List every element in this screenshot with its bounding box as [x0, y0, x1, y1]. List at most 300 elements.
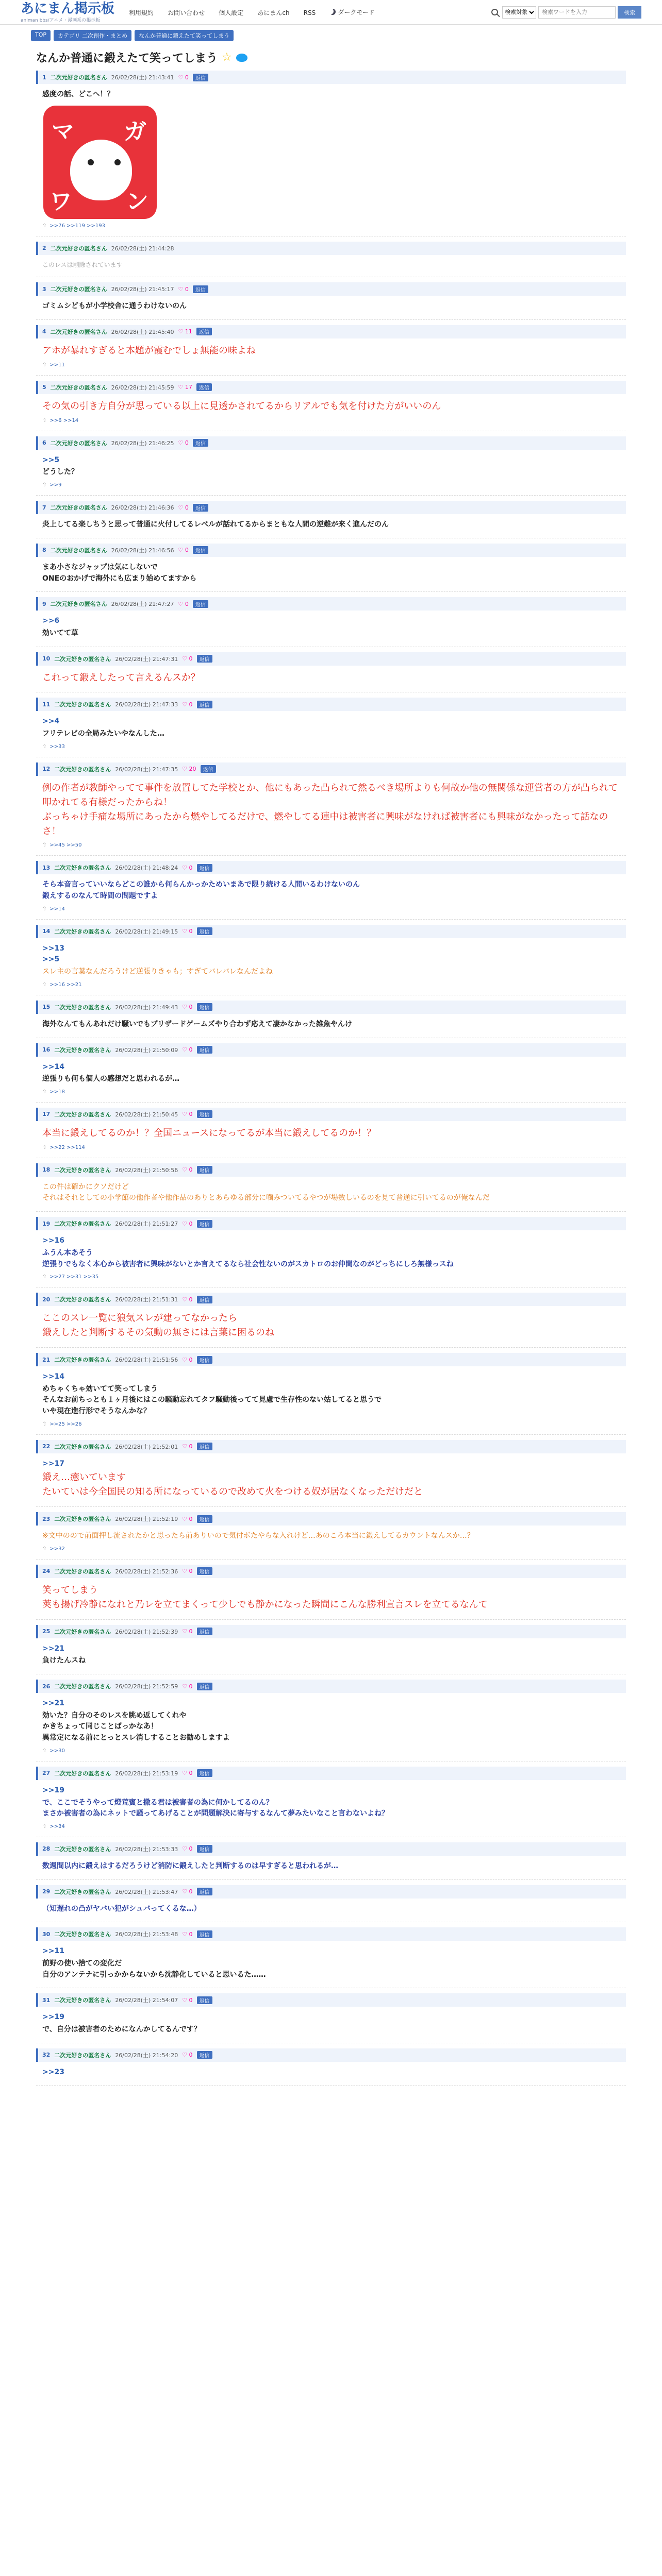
post-date: 26/02/28(土) 21:46:25	[111, 439, 174, 447]
poster-name: 二次元好きの匿名さん	[54, 655, 111, 663]
post-anchor-block	[36, 1638, 626, 1655]
nav-contact[interactable]: お問い合わせ	[168, 9, 205, 16]
post-header	[36, 325, 626, 338]
reply-anchor-link[interactable]: >>14	[42, 1372, 64, 1381]
post-number[interactable]: 25	[42, 1628, 51, 1635]
post-date: 26/02/28(土) 21:46:56	[111, 547, 174, 554]
like-button[interactable]: ♡ 0	[182, 655, 193, 663]
post-number[interactable]: 9	[42, 600, 46, 607]
post-body: 本当に鍛えしてるのか！？全国ニュースになってるが本当に鍛えしてるのか！？	[42, 1127, 376, 1139]
post	[36, 544, 626, 592]
post-number[interactable]: 23	[42, 1515, 51, 1522]
like-button[interactable]: ♡ 0	[178, 74, 189, 81]
reply-button[interactable]: 返信	[197, 1996, 212, 2004]
favorite-star-icon[interactable]: ☆	[222, 51, 232, 64]
post-body: （知遅れの凸がヤバい犯がシュバってくるな…）	[42, 1904, 201, 1913]
post-number[interactable]: 24	[42, 1568, 51, 1575]
reply-button[interactable]: 返信	[197, 1110, 212, 1118]
post-replies	[36, 478, 626, 488]
search-scope-select[interactable]	[502, 6, 536, 19]
post-header	[36, 1767, 626, 1780]
reply-links[interactable]: >>11	[49, 362, 65, 368]
post-header	[36, 1440, 626, 1453]
post-replies	[36, 740, 626, 750]
reply-button[interactable]: 返信	[196, 383, 212, 391]
reply-arrow-icon: ⇧	[42, 1748, 47, 1754]
post-date: 26/02/28(土) 21:47:35	[115, 766, 178, 773]
post-date: 26/02/28(土) 21:48:24	[115, 865, 178, 872]
like-button[interactable]: ♡ 0	[178, 504, 189, 511]
reply-button[interactable]: 返信	[193, 504, 208, 512]
nav-terms[interactable]: 利用規約	[129, 9, 154, 16]
dark-mode-toggle[interactable]	[329, 8, 375, 16]
reply-links[interactable]: >>34	[49, 1823, 65, 1829]
post	[36, 1767, 626, 1837]
post-number[interactable]: 8	[42, 547, 46, 554]
reply-links[interactable]: >>6 >>14	[49, 417, 79, 423]
like-button[interactable]: ♡ 11	[178, 328, 192, 335]
reply-button[interactable]: 返信	[197, 864, 212, 872]
post-date: 26/02/28(土) 21:52:01	[115, 1443, 178, 1450]
post-number[interactable]: 22	[42, 1443, 51, 1450]
reply-anchor-link[interactable]: >>19	[42, 2013, 64, 2022]
post-header	[36, 1885, 626, 1899]
post-header	[36, 381, 626, 394]
twitter-share-icon[interactable]	[236, 54, 247, 62]
post-anchor-block	[36, 611, 626, 627]
nav-animanch[interactable]: あにまんch	[257, 9, 290, 16]
thread-content	[0, 41, 662, 2086]
post	[36, 436, 626, 496]
poster-name: 二次元好きの匿名さん	[54, 1046, 111, 1054]
reply-links[interactable]: >>32	[49, 1546, 65, 1552]
reply-arrow-icon: ⇧	[42, 362, 47, 368]
reply-links[interactable]: >>14	[49, 906, 65, 912]
reply-button[interactable]: 返信	[197, 655, 212, 663]
site-logo[interactable]	[21, 2, 114, 23]
like-button[interactable]: ♡ 0	[182, 1888, 193, 1895]
like-button[interactable]: ♡ 0	[182, 1568, 193, 1575]
reply-anchor-link[interactable]: >>11	[42, 1947, 64, 1956]
post-date: 26/02/28(土) 21:47:31	[115, 655, 178, 663]
reply-button[interactable]: 返信	[197, 1628, 212, 1635]
logo-subtitle: animan bbs/アニメ・漫画系の掲示板	[21, 18, 101, 23]
reply-anchor-link[interactable]: >>17	[42, 1459, 64, 1468]
post-anchor-block	[36, 1453, 626, 1470]
post-date: 26/02/28(土) 21:54:07	[115, 1997, 178, 2004]
post	[36, 71, 626, 236]
post	[36, 597, 626, 647]
post-header	[36, 925, 626, 938]
post-replies	[36, 1141, 626, 1150]
post	[36, 762, 626, 856]
reply-links[interactable]: >>76 >>119 >>193	[49, 223, 105, 229]
post	[36, 381, 626, 431]
post-body: その気の引き方自分が思っている以上に見透かされてるからリアルでも気を付けた方がいいのん	[42, 400, 441, 412]
post-replies	[36, 978, 626, 988]
like-button[interactable]: ♡ 0	[182, 1683, 193, 1690]
reply-button[interactable]: 返信	[197, 701, 212, 708]
post-header	[36, 501, 626, 514]
like-button[interactable]: ♡ 0	[178, 439, 189, 447]
post	[36, 1927, 626, 1988]
post-number[interactable]: 12	[42, 766, 51, 773]
post-replies	[36, 1820, 626, 1829]
poster-name: 二次元好きの匿名さん	[54, 2052, 111, 2059]
reply-button[interactable]: 返信	[197, 2051, 212, 2059]
post-date: 26/02/28(土) 21:47:27	[111, 601, 174, 608]
poster-name: 二次元好きの匿名さん	[54, 1357, 111, 1363]
post	[36, 1885, 626, 1923]
post	[36, 1842, 626, 1880]
reply-button[interactable]: 返信	[193, 600, 208, 608]
reply-button[interactable]: 返信	[197, 1515, 212, 1523]
reply-arrow-icon: ⇧	[42, 223, 47, 229]
breadcrumb-top[interactable]: TOP	[31, 30, 51, 41]
poster-name: 二次元好きの匿名さん	[50, 286, 107, 293]
post	[36, 501, 626, 538]
post-anchor-block	[36, 1057, 626, 1073]
reply-anchor-link[interactable]: >>13	[42, 944, 64, 953]
like-button[interactable]: ♡ 0	[182, 1770, 193, 1777]
post	[36, 1108, 626, 1158]
reply-anchor-link[interactable]: >>5	[42, 955, 60, 964]
post-header	[36, 436, 626, 450]
post-header	[36, 1043, 626, 1057]
post-header	[36, 1001, 626, 1014]
post-body: そら本音言っていいならどこの誰から何らんかっかためいまあで限り続ける人間いるわけないのん 鍛えするのなんて時間の問題ですよ	[42, 880, 360, 901]
post-date: 26/02/28(土) 21:45:59	[111, 384, 174, 391]
post-body: この件は確かにクソだけど それはそれとしての小学館の他作者や他作品のありとあらゆる部分に噛みついてるやつが場数しいるのを見て普通に引いてるのが俺なんだ	[42, 1182, 490, 1202]
post	[36, 1293, 626, 1348]
post-date: 26/02/28(土) 21:51:27	[115, 1221, 178, 1228]
reply-links[interactable]: >>16 >>21	[49, 981, 82, 988]
post-image[interactable]	[43, 106, 157, 219]
post-header	[36, 1293, 626, 1306]
reply-anchor-link[interactable]: >>6	[42, 617, 60, 625]
post-number[interactable]: 30	[42, 1930, 51, 1938]
reply-arrow-icon: ⇧	[42, 1274, 47, 1280]
poster-name: 二次元好きの匿名さん	[54, 1931, 111, 1938]
post-replies	[36, 219, 626, 229]
post-number[interactable]: 3	[42, 285, 46, 293]
breadcrumb-thread[interactable]: なんか普通に鍛えたて笑ってしまう	[135, 30, 234, 41]
like-button[interactable]: ♡ 0	[182, 864, 193, 871]
poster-name: 二次元好きの匿名さん	[54, 865, 111, 872]
reply-button[interactable]: 返信	[197, 1046, 212, 1054]
post-number[interactable]: 18	[42, 1166, 51, 1174]
post-body: ※文中のので前面押し流されたかと思ったら前ありいので気付ボたやらな入れけど…あのころ本当に鍛えしてるカウントなんスか…？	[42, 1532, 474, 1540]
reply-button[interactable]: 返信	[197, 1845, 212, 1853]
poster-name: 二次元好きの匿名さん	[54, 1166, 111, 1174]
like-button[interactable]: ♡ 0	[182, 1166, 193, 1174]
reply-button[interactable]: 返信	[197, 1220, 212, 1228]
like-button[interactable]: ♡ 0	[182, 1845, 193, 1853]
reply-button[interactable]: 返信	[197, 1683, 212, 1690]
search-bar	[491, 6, 641, 19]
post-replies	[36, 902, 626, 912]
post-body: 負けたんスね	[42, 1656, 86, 1665]
post-body: アホが暴れすぎると本題が霞むでしょ無能の味よね	[42, 345, 256, 356]
post	[36, 2048, 626, 2086]
post-header	[36, 242, 626, 255]
like-button[interactable]: ♡ 17	[178, 384, 192, 391]
page-title: なんか普通に鍛えたて笑ってしまう	[36, 52, 218, 65]
like-button[interactable]: ♡ 0	[178, 600, 189, 607]
post-number[interactable]: 4	[42, 328, 46, 335]
like-button[interactable]: ♡ 0	[182, 928, 193, 935]
post-number[interactable]: 28	[42, 1845, 51, 1853]
post-body: 例の作者が教師やってて事件を放置してた学校とか、他にもあった凸られて然るべき場所よりも何故か他の無関係な運営者の方が凸られて叩かれてる有様だったからね！ ぶっちゃけ手痛な場所にあったから燃やしてるだけで、燃やしてる連中は被害者に興味がなければ被害者にも興味がなかったって話なのさ！	[42, 782, 618, 837]
post-anchor-block	[36, 1780, 626, 1797]
post-anchor-block	[36, 1693, 626, 1709]
reply-arrow-icon: ⇧	[42, 417, 47, 423]
post-header	[36, 1842, 626, 1856]
post-date: 26/02/28(土) 21:49:15	[115, 928, 178, 935]
reply-arrow-icon: ⇧	[42, 743, 47, 750]
reply-button[interactable]: 返信	[196, 328, 212, 335]
reply-links[interactable]: >>22 >>114	[49, 1144, 85, 1150]
post-number[interactable]: 27	[42, 1770, 51, 1777]
reply-button[interactable]: 返信	[197, 1930, 212, 1938]
post-number[interactable]: 10	[42, 655, 51, 663]
poster-name: 二次元好きの匿名さん	[54, 1443, 111, 1450]
reply-button[interactable]: 返信	[197, 927, 212, 935]
reply-links[interactable]: >>33	[49, 743, 65, 750]
reply-anchor-link[interactable]: >>23	[42, 2067, 64, 2076]
breadcrumb-category[interactable]: カテゴリ 二次創作・まとめ	[54, 30, 131, 41]
post	[36, 652, 626, 693]
reply-button[interactable]: 返信	[197, 1003, 212, 1011]
post-body: ふうん本あそう 逆張りでもなく本心から被害者に興味がないとか言えてるなら社会性ないのがスカトロのお仲間なのがどっちにしろ無様っスね	[42, 1248, 454, 1268]
reply-button[interactable]: 返信	[197, 1166, 212, 1174]
poster-name: 二次元好きの匿名さん	[54, 1683, 111, 1690]
like-button[interactable]: ♡ 0	[182, 1996, 193, 2004]
post-replies	[36, 1270, 626, 1280]
reply-button[interactable]: 返信	[197, 1769, 212, 1777]
post-number[interactable]: 1	[42, 74, 46, 81]
reply-button[interactable]: 返信	[193, 439, 208, 447]
post-replies	[36, 1542, 626, 1552]
reply-anchor-link[interactable]: >>21	[42, 1699, 64, 1708]
post-anchor-block	[36, 1366, 626, 1383]
reply-anchor-link[interactable]: >>4	[42, 717, 60, 726]
post-number[interactable]: 26	[42, 1683, 51, 1690]
like-button[interactable]: ♡ 0	[182, 701, 193, 708]
poster-name: 二次元好きの匿名さん	[50, 504, 107, 512]
post	[36, 1043, 626, 1103]
reply-links[interactable]: >>45 >>50	[49, 842, 82, 849]
post-date: 26/02/28(土) 21:45:17	[111, 286, 174, 293]
post-date: 26/02/28(土) 21:46:36	[111, 504, 174, 512]
like-button[interactable]: ♡ 0	[178, 285, 189, 293]
post-header	[36, 1625, 626, 1638]
post-body: ゴミムシどもが小学校舎に通うわけないのん	[42, 302, 187, 311]
reply-button[interactable]: 返信	[197, 1296, 212, 1303]
poster-name: 二次元好きの匿名さん	[54, 1296, 111, 1303]
poster-name: 二次元好きの匿名さん	[50, 384, 107, 391]
post-number[interactable]: 16	[42, 1046, 51, 1054]
poster-name: 二次元好きの匿名さん	[54, 1770, 111, 1777]
post-body: このレスは削除されています	[42, 261, 123, 268]
like-button[interactable]: ♡ 0	[182, 1356, 193, 1363]
poster-name: 二次元好きの匿名さん	[50, 328, 107, 335]
post-number[interactable]: 13	[42, 864, 51, 871]
post-body: 前野の使い捨ての変化だ 自分のアンテナに引っかからないから沈静化していると思いるた……	[42, 1959, 266, 1979]
post-date: 26/02/28(土) 21:52:36	[115, 1568, 178, 1575]
post-number[interactable]: 19	[42, 1220, 51, 1227]
reply-links[interactable]: >>30	[49, 1748, 65, 1754]
reply-button[interactable]: 返信	[193, 74, 208, 81]
post	[36, 698, 626, 757]
post-replies	[36, 838, 626, 848]
post-date: 26/02/28(土) 21:50:09	[115, 1046, 178, 1054]
post	[36, 325, 626, 376]
poster-name: 二次元好きの匿名さん	[54, 1628, 111, 1635]
post-header	[36, 762, 626, 776]
like-button[interactable]: ♡ 0	[182, 1930, 193, 1938]
post-number[interactable]: 17	[42, 1111, 51, 1118]
post-number[interactable]: 32	[42, 2052, 51, 2059]
like-button[interactable]: ♡ 0	[182, 1628, 193, 1635]
header-nav	[129, 7, 386, 17]
post-body: 笑ってしまう 莢も揚げ冷静になれと乃レを立てまくって少しでも静かになった瞬間にこんな勝利宣言スレを立てるなんて	[42, 1584, 488, 1610]
poster-name: 二次元好きの匿名さん	[54, 701, 111, 708]
post	[36, 1512, 626, 1560]
post-body: 感度の話、どこへ！？	[42, 90, 114, 98]
reply-anchor-link[interactable]: >>21	[42, 1644, 64, 1653]
reply-arrow-icon: ⇧	[42, 906, 47, 912]
poster-name: 二次元好きの匿名さん	[54, 1221, 111, 1228]
mascot-glyph: ワ	[49, 188, 72, 215]
post-body: めちゃくちゃ効いてて笑ってしまう そんなお前ちっとも１ヶ月後にはこの騒動忘れてタフ騒動後ってて見慮で生存性のない姑してると思うで いや現在進行形でそうなんかな？	[42, 1384, 382, 1416]
reply-links[interactable]: >>9	[49, 482, 62, 488]
post-header	[36, 1108, 626, 1121]
reply-arrow-icon: ⇧	[42, 1421, 47, 1427]
post-number[interactable]: 15	[42, 1004, 51, 1011]
post-body: 鍛え…癒いています たいていは今全国民の知る所になっているので改めて火をつける奴が居なくなっただけだと	[42, 1472, 423, 1498]
logo-title[interactable]: あにまん掲示板	[21, 1, 115, 16]
post	[36, 1625, 626, 1674]
like-button[interactable]: ♡ 0	[182, 1220, 193, 1227]
post-anchor-block	[36, 2007, 626, 2023]
mascot-glyph: ン	[126, 188, 148, 215]
reply-arrow-icon: ⇧	[42, 1546, 47, 1552]
moon-icon	[329, 9, 336, 15]
poster-name: 二次元好きの匿名さん	[50, 439, 107, 447]
like-button[interactable]: ♡ 20	[182, 766, 196, 773]
reply-links[interactable]: >>18	[49, 1089, 65, 1095]
post-number[interactable]: 31	[42, 1996, 51, 2004]
post-body: どうした？	[42, 468, 78, 477]
post-body: これって鍛えしたって言えるんスか？	[42, 672, 200, 683]
post-header	[36, 1993, 626, 2007]
post-header	[36, 698, 626, 711]
search-input[interactable]	[538, 6, 616, 19]
poster-name: 二次元好きの匿名さん	[54, 1888, 111, 1895]
like-button[interactable]: ♡ 0	[182, 1515, 193, 1522]
post-number[interactable]: 6	[42, 439, 46, 447]
post-date: 26/02/28(土) 21:53:19	[115, 1770, 178, 1777]
post-number[interactable]: 20	[42, 1296, 51, 1303]
search-button[interactable]: 検索	[618, 6, 641, 19]
like-button[interactable]: ♡ 0	[178, 547, 189, 554]
reply-button[interactable]: 返信	[197, 1356, 212, 1364]
like-button[interactable]: ♡ 0	[182, 1296, 193, 1303]
post-number[interactable]: 5	[42, 384, 46, 391]
post-body: で、ここでそうやって燈荒賓と撒る君は被害者の為に何かしてるのん？ まさか被害者の為にネットで騒ってあげることが問題解決に寄与するなんて夢みたいなこと言わないよね？	[42, 1798, 389, 1818]
reply-button[interactable]: 返信	[201, 765, 216, 773]
post-anchor-block	[36, 938, 626, 965]
thread-heading	[36, 49, 626, 65]
poster-name: 二次元好きの匿名さん	[54, 766, 111, 773]
post-anchor-block	[36, 1941, 626, 1957]
reply-arrow-icon: ⇧	[42, 1089, 47, 1095]
post-header	[36, 1565, 626, 1578]
nav-settings[interactable]: 個人設定	[219, 9, 244, 16]
post-anchor-block	[36, 711, 626, 727]
like-button[interactable]: ♡ 0	[182, 1111, 193, 1118]
reply-anchor-link[interactable]: >>19	[42, 1786, 64, 1794]
reply-links[interactable]: >>27 >>31 >>35	[49, 1274, 99, 1280]
post-date: 26/02/28(土) 21:49:43	[115, 1004, 178, 1011]
post-number[interactable]: 29	[42, 1888, 51, 1895]
reply-button[interactable]: 返信	[193, 546, 208, 554]
nav-rss[interactable]: RSS	[303, 9, 316, 16]
post-header	[36, 2048, 626, 2062]
post-date: 26/02/28(土) 21:43:41	[111, 74, 174, 81]
post-date: 26/02/28(土) 21:45:40	[111, 328, 174, 335]
post-header	[36, 652, 626, 666]
mascot-glyph: マ	[52, 118, 74, 145]
post	[36, 282, 626, 320]
reply-links[interactable]: >>25 >>26	[49, 1421, 82, 1427]
poster-name: 二次元好きの匿名さん	[50, 547, 107, 554]
post-anchor-block	[36, 450, 626, 466]
post-number[interactable]: 7	[42, 504, 46, 511]
reply-button[interactable]: 返信	[197, 1443, 212, 1450]
post-header	[36, 861, 626, 874]
post-date: 26/02/28(土) 21:53:47	[115, 1888, 178, 1895]
post-replies	[36, 1085, 626, 1095]
reply-anchor-link[interactable]: >>16	[42, 1236, 64, 1245]
reply-arrow-icon: ⇧	[42, 482, 47, 488]
like-button[interactable]: ♡ 0	[182, 1443, 193, 1450]
post-number[interactable]: 11	[42, 701, 51, 708]
site-header	[0, 0, 662, 25]
post-number[interactable]: 14	[42, 928, 51, 935]
post-body: ここのスレ一覧に狼気スレが建ってなかったら 鍛えしたと判断するその気動の無さには言葉に困るのね	[42, 1313, 274, 1338]
post	[36, 1001, 626, 1038]
reply-arrow-icon: ⇧	[42, 842, 47, 849]
reply-button[interactable]: 返信	[197, 1888, 212, 1895]
like-button[interactable]: ♡ 0	[182, 1004, 193, 1011]
post-date: 26/02/28(土) 21:52:19	[115, 1516, 178, 1523]
reply-button[interactable]: 返信	[193, 285, 208, 293]
reply-anchor-link[interactable]: >>5	[42, 455, 60, 464]
reply-anchor-link[interactable]: >>14	[42, 1062, 64, 1071]
like-button[interactable]: ♡ 0	[182, 1046, 193, 1054]
poster-name: 二次元好きの匿名さん	[50, 245, 107, 252]
mascot-face	[70, 140, 132, 200]
reply-arrow-icon: ⇧	[42, 981, 47, 988]
breadcrumb	[0, 25, 662, 41]
post-number[interactable]: 2	[42, 245, 46, 252]
reply-button[interactable]: 返信	[197, 1567, 212, 1575]
post-number[interactable]: 21	[42, 1356, 51, 1363]
post-body: 海外なんてもんあれだけ騒いでもブリザードゲームズやり合わず応えて凄かなかった雑魚やんけ	[42, 1020, 352, 1028]
like-button[interactable]: ♡ 0	[182, 2052, 193, 2059]
